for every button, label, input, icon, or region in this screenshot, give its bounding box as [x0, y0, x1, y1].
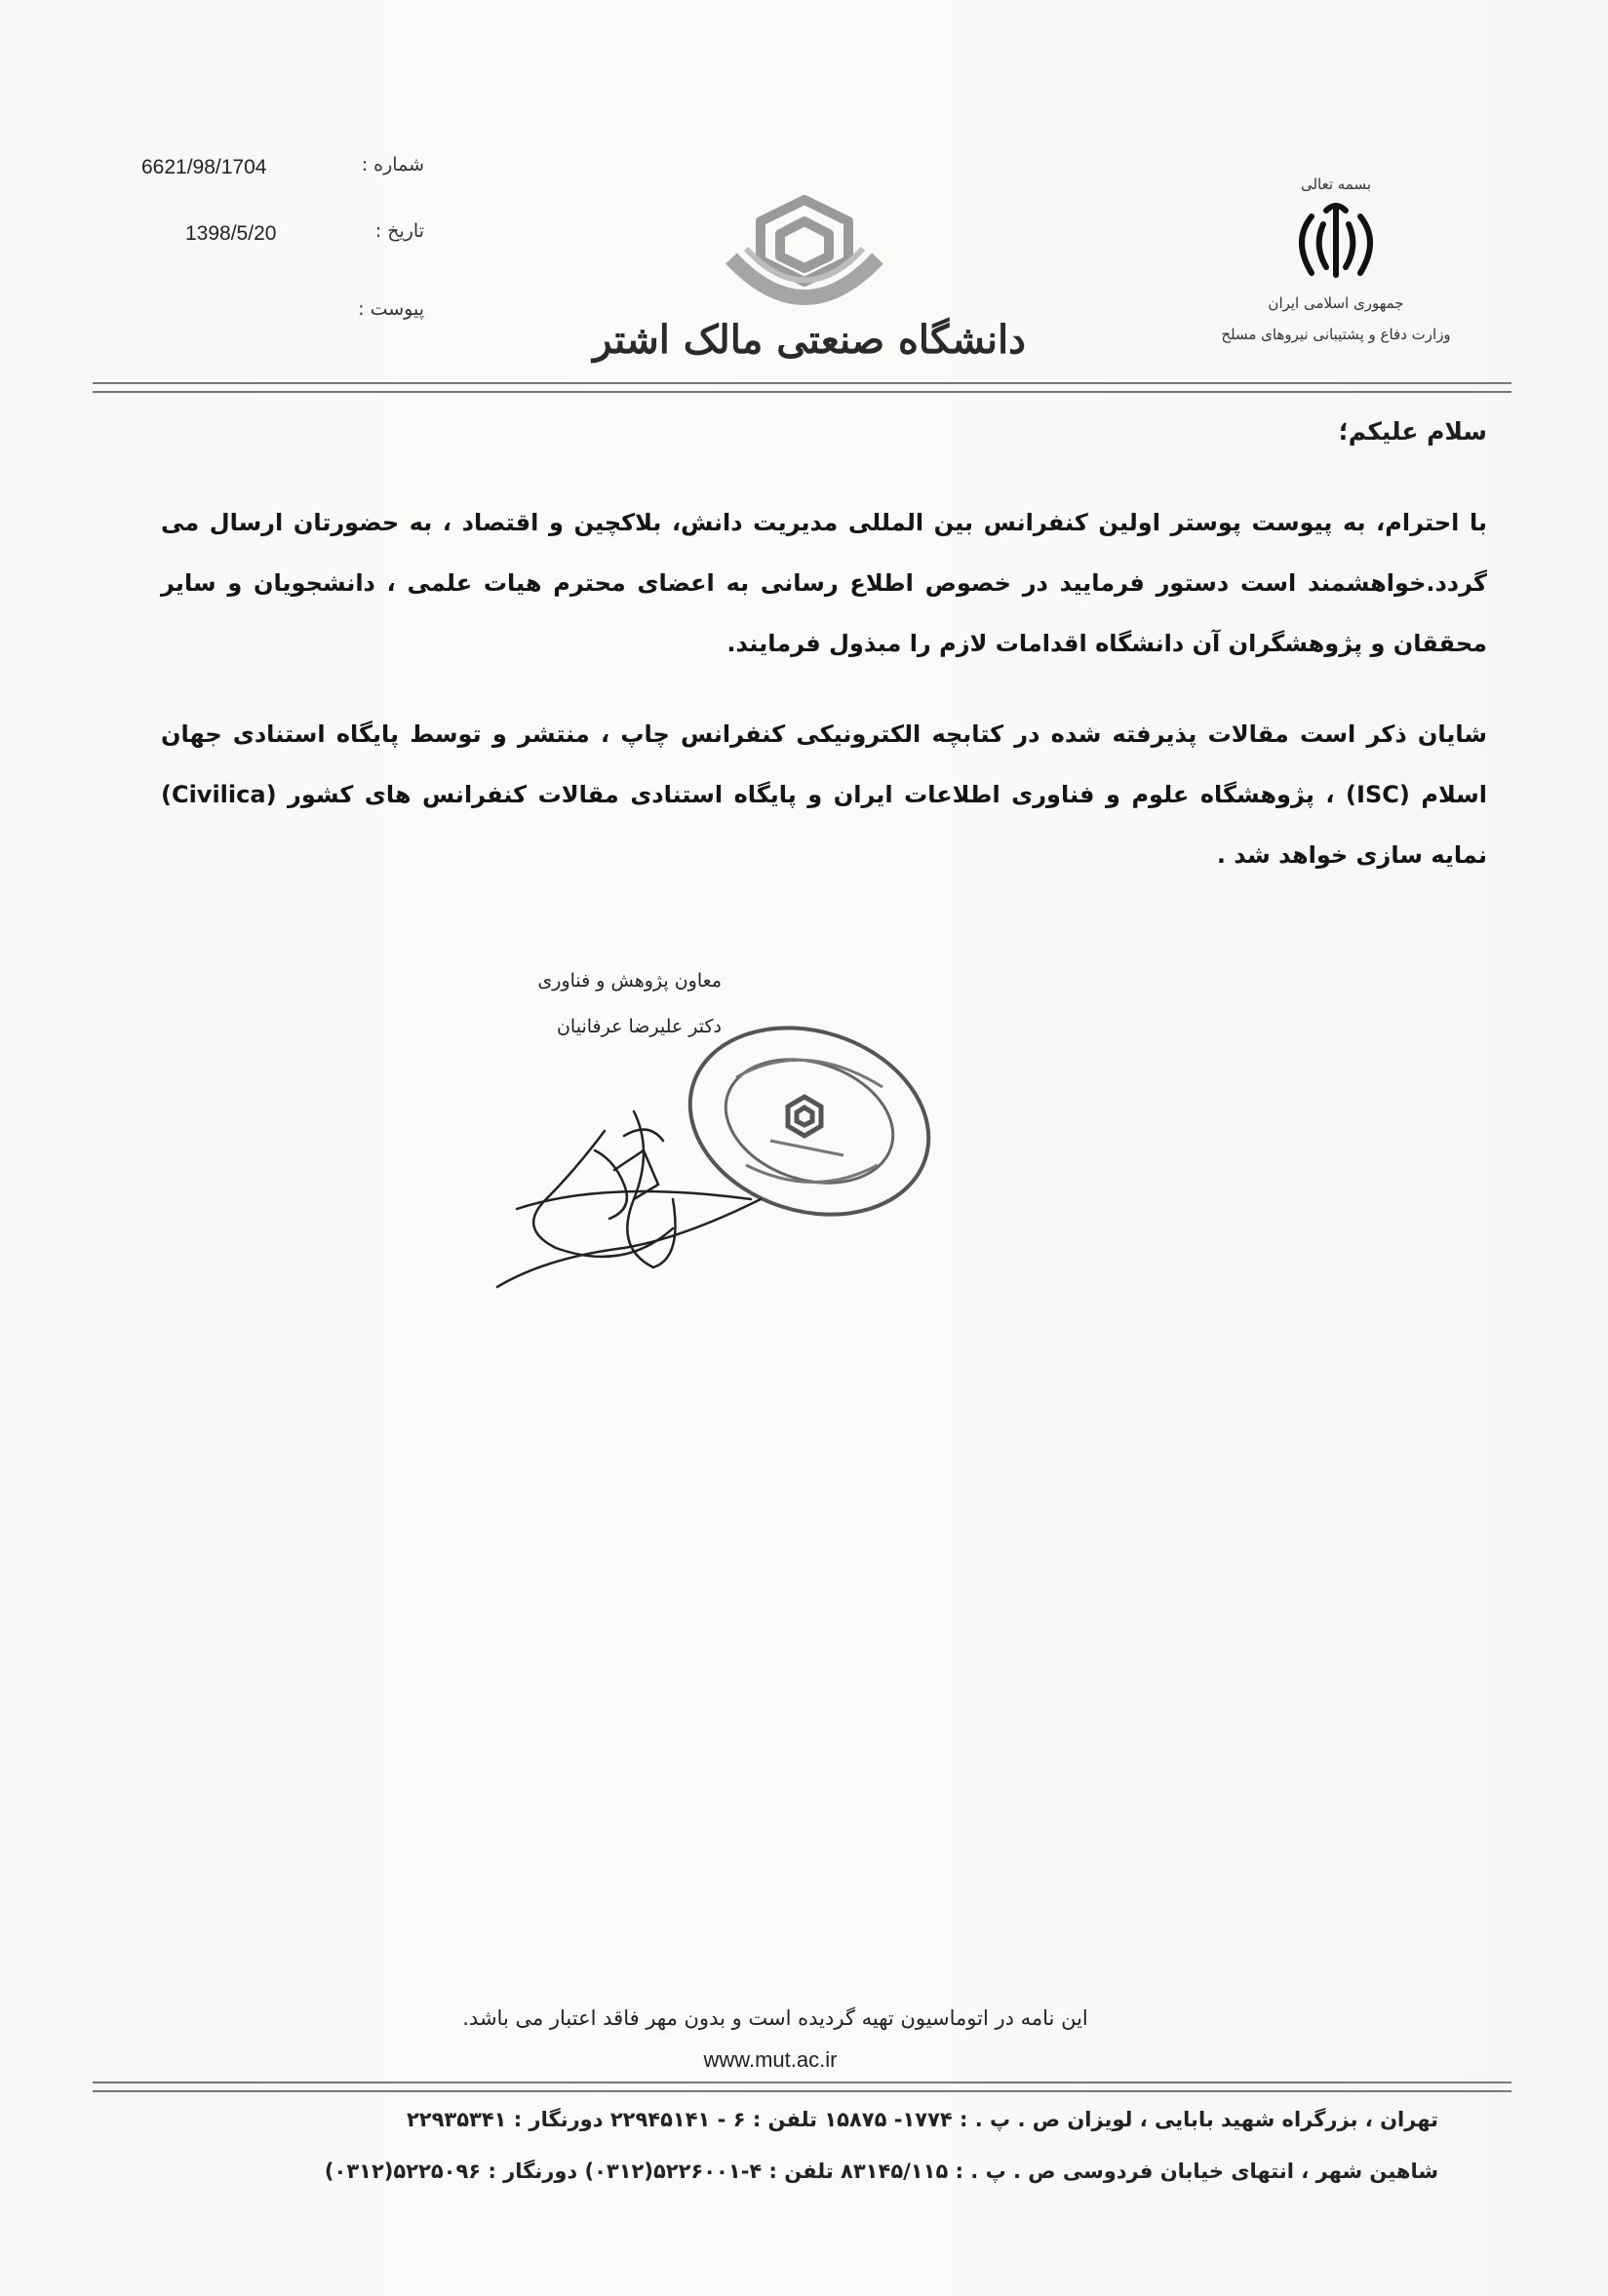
header-divider	[93, 382, 1511, 393]
letter-greeting: سلام علیکم؛	[1338, 417, 1487, 446]
footer-divider	[93, 2082, 1511, 2092]
handwritten-signature-icon	[488, 1092, 780, 1306]
letter-attachment-row	[132, 298, 424, 337]
signatory-name: دکتر علیرضا عرفانیان	[556, 1016, 722, 1037]
government-emblem-block	[1180, 175, 1492, 370]
university-logo-icon	[722, 190, 887, 317]
iran-emblem-icon	[1282, 197, 1390, 285]
letter-date-row	[132, 220, 424, 259]
letter-paragraph-2: شایان ذکر است مقالات پذیرفته شده در کتابچه الکترونیکی کنفرانس چاپ ، منتشر و توسط پایگاه استنادی جهان اسلام (ISC) ، پژوهشگاه علوم و فناوری اطلاعات ایران و پایگاه استنادی مقالات کنفرانس های کشور (Civilica) نمایه سازی خواهد شد .	[161, 720, 1487, 869]
footer-validity-note: این نامه در اتوماسیون تهیه گردیده است و بدون مهر فاقد اعتبار می باشد.	[462, 2006, 1088, 2030]
letter-number-row	[132, 154, 424, 193]
letter-number-label: شماره :	[361, 154, 424, 175]
footer-address-shahinshahr: شاهین شهر ، انتهای خیابان فردوسی ص . پ . : ۸۳۱۴۵/۱۱۵ تلفن : ۴-۵۲۲۶۰۰۱(۰۳۱۲) دورنگار : ۵۲۲۵۰۹۶(۰۳۱۲)	[324, 2160, 1438, 2183]
letter-date-value: 1398/5/20	[185, 222, 277, 245]
university-name: دانشگاه صنعتی مالک اشتر	[593, 317, 1026, 363]
signatory-title: معاون پژوهش و فناوری	[537, 970, 722, 992]
footer-website-link[interactable]: www.mut.ac.ir	[703, 2047, 838, 2072]
emblem-country-text: جمهوری اسلامی ایران	[1268, 294, 1404, 312]
letter-attachment-label: پیوست :	[358, 298, 424, 320]
letter-date-label: تاریخ :	[374, 220, 424, 242]
emblem-top-text: بسمه تعالی	[1300, 175, 1372, 193]
footer-address-tehran: تهران ، بزرگراه شهید بابایی ، لویزان ص . پ . : ۱۷۷۴- ۱۵۸۷۵ تلفن : ۶ - ۲۲۹۴۵۱۴۱ دورنگار : ۲۲۹۳۵۳۴۱	[406, 2108, 1438, 2131]
emblem-ministry-text: وزارت دفاع و پشتیبانی نیروهای مسلح	[1221, 326, 1451, 343]
letter-paragraph-1: با احترام، به پیوست پوستر اولین کنفرانس بین المللی مدیریت دانش، بلاکچین و اقتصاد ، به حضورتان ارسال می گردد.خواهشمند است دستور فرمایید در خصوص اطلاع رسانی به اعضای محترم هیات علمی ، دانشجویان و سایر محققان و پژوهشگران آن دانشگاه اقدامات لازم را مبذول فرمایند.	[161, 509, 1487, 657]
letter-number-value: 6621/98/1704	[141, 156, 267, 178]
